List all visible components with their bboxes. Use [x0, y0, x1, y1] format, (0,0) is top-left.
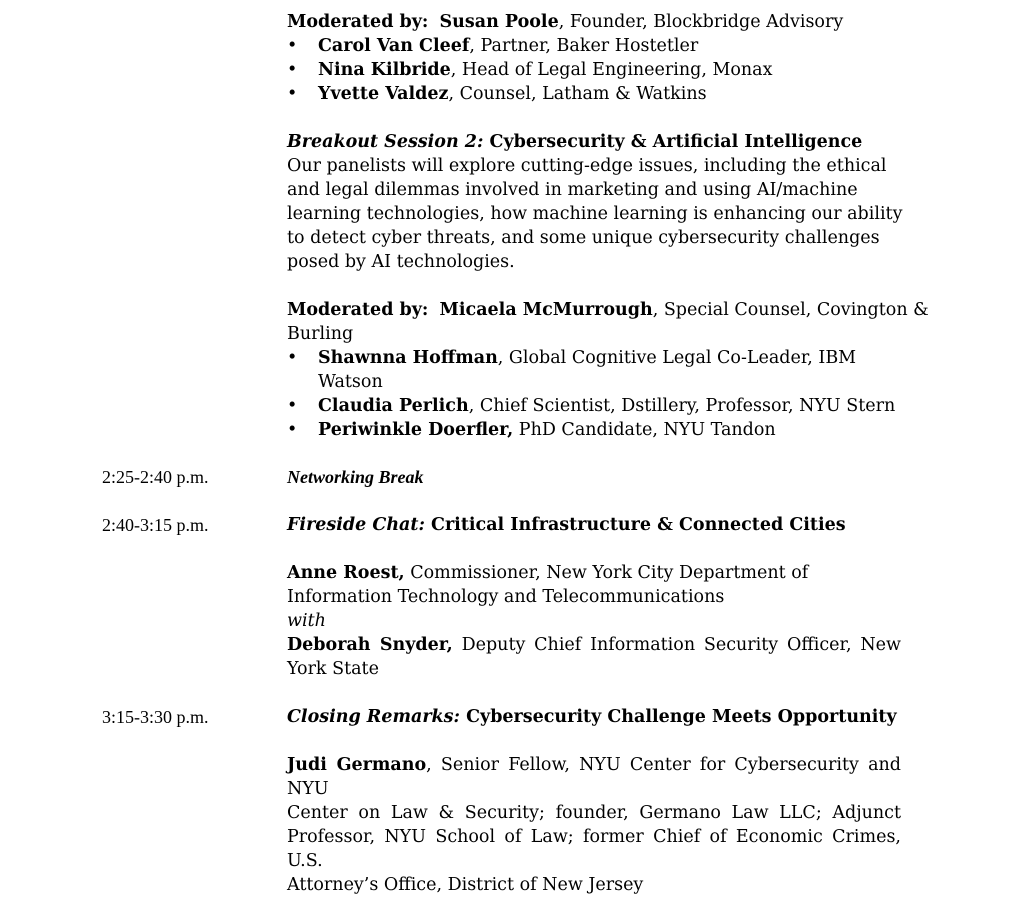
session-title: Cybersecurity Challenge Meets Opportunity	[460, 707, 897, 727]
session-label: Closing Remarks:	[287, 707, 460, 727]
panelist-item	[287, 346, 901, 370]
schedule-time: 2:40-3:15 p.m.	[102, 515, 209, 535]
speaker-title-cont: Information Technology and Telecommunications	[287, 587, 725, 607]
networking-break	[287, 465, 901, 489]
speaker	[287, 561, 901, 585]
moderated-label: Moderated by:	[287, 12, 429, 32]
speaker-title: Commissioner, New York City Department of	[404, 563, 809, 583]
fireside-chat	[287, 513, 901, 681]
moderator-title: , Special Counsel, Covington &	[652, 300, 929, 320]
panelist-title: PhD Candidate, NYU Tandon	[513, 420, 776, 440]
closing-heading	[287, 705, 901, 729]
panelist-item	[287, 58, 901, 82]
speaker-name: Deborah Snyder,	[287, 635, 453, 655]
moderator-title-cont: Burling	[287, 324, 354, 344]
moderator-title: , Founder, Blockbridge Advisory	[558, 12, 844, 32]
breakout-title: Cybersecurity & Artificial Intelligence	[483, 132, 863, 152]
speaker-title-cont: Professor, NYU School of Law; former Chief of Economic Crimes, U.S.	[287, 827, 901, 871]
speaker-name: Anne Roest,	[287, 563, 405, 583]
schedule-time: 2:25-2:40 p.m.	[102, 467, 209, 487]
panelist-item	[287, 418, 901, 442]
schedule-time: 3:15-3:30 p.m.	[102, 707, 209, 727]
panelist-title: , Counsel, Latham & Watkins	[448, 84, 707, 104]
panelist-name: Periwinkle Doerfler,	[318, 420, 514, 440]
panelist-item	[287, 394, 901, 418]
panel1-moderator	[287, 10, 901, 34]
breakout-description-line: learning technologies, how machine learning is enhancing our ability	[287, 204, 903, 224]
panelist-item	[287, 82, 901, 106]
panelist-name: Claudia Perlich	[318, 396, 469, 416]
speaker-title-cont: York State	[287, 659, 379, 679]
panelist-item	[287, 34, 901, 58]
breakout-heading	[287, 130, 901, 154]
panel1-block	[287, 10, 901, 106]
speaker-title-cont: Attorney’s Office, District of New Jersey	[287, 875, 644, 895]
session-label: Fireside Chat:	[287, 515, 425, 535]
panelist-name: Nina Kilbride	[318, 60, 451, 80]
panelist-name: Yvette Valdez	[318, 84, 449, 104]
panelist-name: Carol Van Cleef	[318, 36, 470, 56]
panelist-title-cont: Watson	[318, 372, 383, 392]
panelist-title: , Chief Scientist, Dstillery, Professor, NYU Stern	[468, 396, 896, 416]
speaker	[287, 633, 901, 657]
breakout-description-line: to detect cyber threats, and some unique cybersecurity challenges	[287, 228, 880, 248]
breakout-label: Breakout Session 2:	[287, 132, 484, 152]
moderator-name: Susan Poole	[439, 12, 559, 32]
session-title: Critical Infrastructure & Connected Cities	[424, 515, 846, 535]
speaker-title: , Senior Fellow, NYU Center for Cybersecurity and NYU	[287, 755, 902, 799]
with-text: with	[287, 611, 326, 631]
breakout-description-line: posed by AI technologies.	[287, 252, 515, 272]
speaker-title-cont: Center on Law & Security; founder, Germano Law LLC; Adjunct	[287, 803, 901, 823]
breakout-moderator	[287, 298, 929, 322]
breakout-description-line: and legal dilemmas involved in marketing and using AI/machine	[287, 180, 858, 200]
panelist-title: , Head of Legal Engineering, Monax	[450, 60, 773, 80]
panelist-title: , Global Cognitive Legal Co-Leader, IBM	[497, 348, 857, 368]
breakout-description-line: Our panelists will explore cutting-edge issues, including the ethical	[287, 156, 887, 176]
speaker-name: Judi Germano	[287, 755, 427, 775]
moderated-label: Moderated by:	[287, 300, 429, 320]
fireside-heading	[287, 513, 901, 537]
breakout-session-2	[287, 130, 929, 442]
panelist-name: Shawnna Hoffman	[318, 348, 498, 368]
closing-remarks	[287, 705, 901, 897]
moderator-name: Micaela McMurrough	[439, 300, 653, 320]
speaker-title: Deputy Chief Information Security Officer, New	[452, 635, 901, 655]
speaker	[287, 753, 901, 801]
panelist-title: , Partner, Baker Hostetler	[469, 36, 699, 56]
session-title: Networking Break	[287, 467, 424, 487]
